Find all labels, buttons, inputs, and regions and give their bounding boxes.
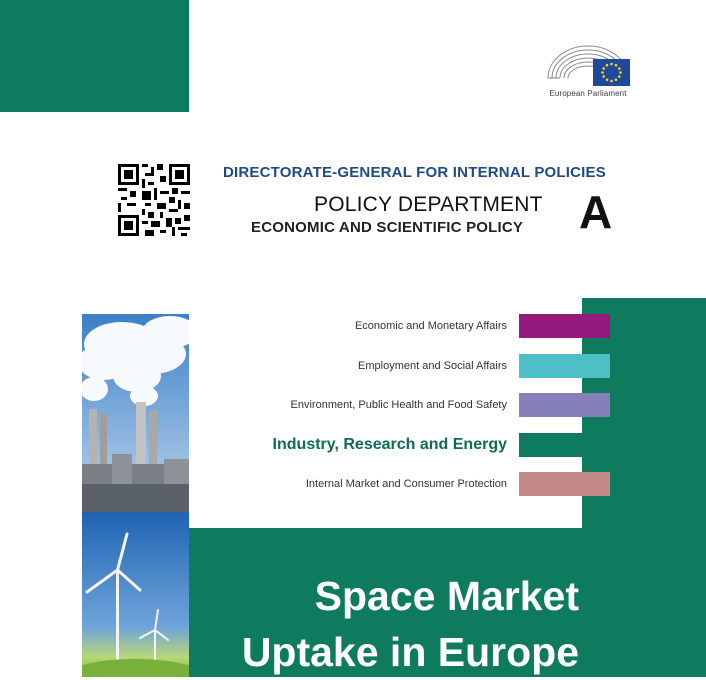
document-title [242,568,579,680]
policy-department-title: POLICY DEPARTMENT [314,193,543,216]
policy-color-bar [519,393,610,417]
policy-area-label: Economic and Monetary Affairs [354,320,507,332]
policy-area-label: Industry, Research and Energy [272,436,507,453]
policy-color-bar [519,472,610,496]
european-parliament-logo [542,38,634,102]
department-letter: A [579,186,613,238]
green-corner-block [0,0,189,112]
directorate-title: DIRECTORATE-GENERAL FOR INTERNAL POLICIES [223,164,606,181]
policy-area-environment-health[interactable] [189,393,610,417]
policy-department-subtitle: ECONOMIC AND SCIENTIFIC POLICY [251,219,524,236]
title-line-2: Uptake in Europe [241,629,579,675]
policy-area-label: Internal Market and Consumer Protection [305,478,507,490]
title-line-1: Space Market [314,573,579,619]
qr-code[interactable] [118,164,190,236]
logo-text: European Parliament [549,89,627,98]
policy-color-bar [519,314,610,338]
policy-color-bar [519,433,610,457]
policy-area-internal-market[interactable] [189,472,610,496]
policy-area-label: Employment and Social Affairs [358,360,507,372]
policy-color-bar [519,354,610,378]
hemicycle-icon [542,38,634,88]
policy-area-label: Environment, Public Health and Food Safety [290,399,507,411]
wind-turbines-photo [82,512,189,677]
policy-area-economic-monetary[interactable] [189,314,610,338]
policy-area-employment-social[interactable] [189,354,610,378]
factory-chimneys-photo [82,314,189,512]
policy-area-industry-research-energy[interactable] [189,433,610,457]
